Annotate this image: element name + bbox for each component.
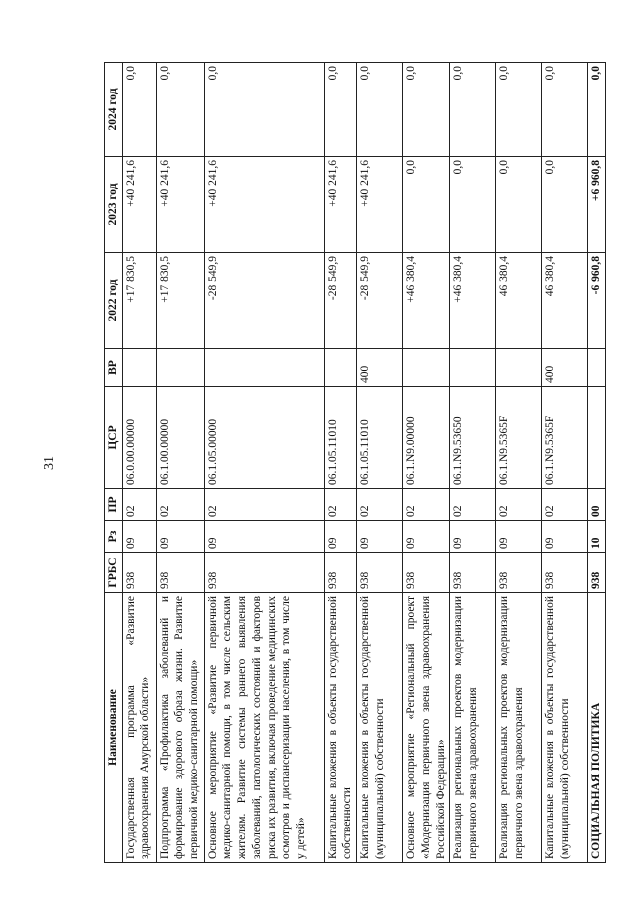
row-2022: +46 380,4 — [450, 253, 496, 349]
row-rz: 09 — [122, 521, 156, 553]
row-2022: 46 380,4 — [542, 253, 588, 349]
row-2023: +40 241,6 — [122, 157, 156, 253]
row-vr: 400 — [357, 349, 403, 387]
table-row — [122, 63, 156, 863]
row-csr — [588, 387, 606, 489]
row-name: Капитальные вложения в объекты государственной (муниципальной) собственности — [542, 593, 588, 863]
row-name: Реализация региональных проектов модернизации первичного звена здравоохранения — [496, 593, 542, 863]
table-row — [357, 63, 403, 863]
row-2022: 46 380,4 — [496, 253, 542, 349]
row-vr — [403, 349, 450, 387]
row-2023: 0,0 — [496, 157, 542, 253]
row-rz: 09 — [204, 521, 324, 553]
row-2024: 0,0 — [324, 63, 356, 157]
table-row — [496, 63, 542, 863]
row-name: Капитальные вложения в объекты государственной собственности — [324, 593, 356, 863]
row-2024: 0,0 — [496, 63, 542, 157]
row-grbs: 938 — [357, 553, 403, 593]
column-header-grbs: ГРБС — [105, 553, 123, 593]
column-header-name: Наименование — [105, 593, 123, 863]
table-row — [450, 63, 496, 863]
column-header-2022: 2022 год — [105, 253, 123, 349]
row-csr: 06.1.05.00000 — [204, 387, 324, 489]
row-pr: 02 — [122, 489, 156, 521]
row-csr: 06.1.00.00000 — [156, 387, 204, 489]
row-2022: -28 549,9 — [357, 253, 403, 349]
row-grbs: 938 — [542, 553, 588, 593]
row-name: Подпрограмма «Профилактика заболеваний и формирование здорового образа жизни. Развитие первичной медико-санитарной помощи» — [156, 593, 204, 863]
row-vr — [496, 349, 542, 387]
row-2023: 0,0 — [542, 157, 588, 253]
row-grbs: 938 — [156, 553, 204, 593]
row-2024: 0,0 — [542, 63, 588, 157]
row-rz: 09 — [156, 521, 204, 553]
row-vr — [324, 349, 356, 387]
row-rz: 09 — [496, 521, 542, 553]
page-number: 31 — [42, 456, 57, 470]
row-2024: 0,0 — [204, 63, 324, 157]
row-2023: 0,0 — [403, 157, 450, 253]
row-rz: 09 — [542, 521, 588, 553]
row-name: Реализация региональных проектов модернизации первичного звена здравоохранения — [450, 593, 496, 863]
row-rz: 09 — [450, 521, 496, 553]
row-vr — [122, 349, 156, 387]
row-2022: +46 380,4 — [403, 253, 450, 349]
row-rz: 09 — [403, 521, 450, 553]
table-header-row — [105, 63, 123, 863]
table-row — [156, 63, 204, 863]
row-2022: +17 830,5 — [156, 253, 204, 349]
row-2024: 0,0 — [357, 63, 403, 157]
row-csr: 06.1.05.11010 — [324, 387, 356, 489]
table-row — [204, 63, 324, 863]
budget-table — [104, 62, 606, 863]
table-row — [403, 63, 450, 863]
row-pr: 02 — [324, 489, 356, 521]
row-vr: 400 — [542, 349, 588, 387]
column-header-vr: ВР — [105, 349, 123, 387]
row-csr: 06.1.N9.5365F — [542, 387, 588, 489]
row-vr — [204, 349, 324, 387]
row-name: Капитальные вложения в объекты государственной (муниципальной) собственности — [357, 593, 403, 863]
row-2024: 0,0 — [450, 63, 496, 157]
row-pr: 02 — [496, 489, 542, 521]
row-2022: -6 960,8 — [588, 253, 606, 349]
row-csr: 06.1.N9.53650 — [450, 387, 496, 489]
rotated-table-container — [104, 63, 603, 863]
table-row — [324, 63, 356, 863]
row-csr: 06.0.00.00000 — [122, 387, 156, 489]
row-2023: +6 960,8 — [588, 157, 606, 253]
row-pr: 02 — [357, 489, 403, 521]
table-row — [542, 63, 588, 863]
column-header-rz: Рз — [105, 521, 123, 553]
column-header-csr: ЦСР — [105, 387, 123, 489]
row-2022: +17 830,5 — [122, 253, 156, 349]
column-header-2023: 2023 год — [105, 157, 123, 253]
row-2024: 0,0 — [588, 63, 606, 157]
row-2024: 0,0 — [156, 63, 204, 157]
row-rz: 09 — [324, 521, 356, 553]
row-2022: -28 549,9 — [204, 253, 324, 349]
row-csr: 06.1.N9.5365F — [496, 387, 542, 489]
row-pr: 02 — [542, 489, 588, 521]
row-2023: +40 241,6 — [204, 157, 324, 253]
row-2023: +40 241,6 — [156, 157, 204, 253]
row-csr: 06.1.05.11010 — [357, 387, 403, 489]
row-grbs: 938 — [588, 553, 606, 593]
row-rz: 10 — [588, 521, 606, 553]
row-pr: 02 — [204, 489, 324, 521]
row-name: СОЦИАЛЬНАЯ ПОЛИТИКА — [588, 593, 606, 863]
row-pr: 02 — [403, 489, 450, 521]
row-csr: 06.1.N9.00000 — [403, 387, 450, 489]
row-grbs: 938 — [204, 553, 324, 593]
row-2023: 0,0 — [450, 157, 496, 253]
row-grbs: 938 — [122, 553, 156, 593]
row-vr — [588, 349, 606, 387]
row-vr — [156, 349, 204, 387]
row-2022: -28 549,9 — [324, 253, 356, 349]
row-pr: 02 — [156, 489, 204, 521]
row-pr: 02 — [450, 489, 496, 521]
row-grbs: 938 — [450, 553, 496, 593]
row-name: Основное мероприятие «Региональный проект «Модернизация первичного звена здравоохранения Российской Федерации» — [403, 593, 450, 863]
row-2023: +40 241,6 — [357, 157, 403, 253]
row-name: Основное мероприятие «Развитие первичной медико-санитарной помощи, в том числе сельским жителям. Развитие системы раннего выявления заболеваний, патологических состояний и факторов риска их развития, включая проведение медицинских осмотров и диспансеризации населения, в том числе у детей» — [204, 593, 324, 863]
row-grbs: 938 — [496, 553, 542, 593]
row-vr — [450, 349, 496, 387]
column-header-2024: 2024 год — [105, 63, 123, 157]
row-2024: 0,0 — [403, 63, 450, 157]
row-2023: +40 241,6 — [324, 157, 356, 253]
column-header-pr: ПР — [105, 489, 123, 521]
row-name: Государственная программа «Развитие здравоохранения Амурской области» — [122, 593, 156, 863]
row-2024: 0,0 — [122, 63, 156, 157]
row-grbs: 938 — [403, 553, 450, 593]
row-rz: 09 — [357, 521, 403, 553]
table-row-total — [588, 63, 606, 863]
row-pr: 00 — [588, 489, 606, 521]
row-grbs: 938 — [324, 553, 356, 593]
